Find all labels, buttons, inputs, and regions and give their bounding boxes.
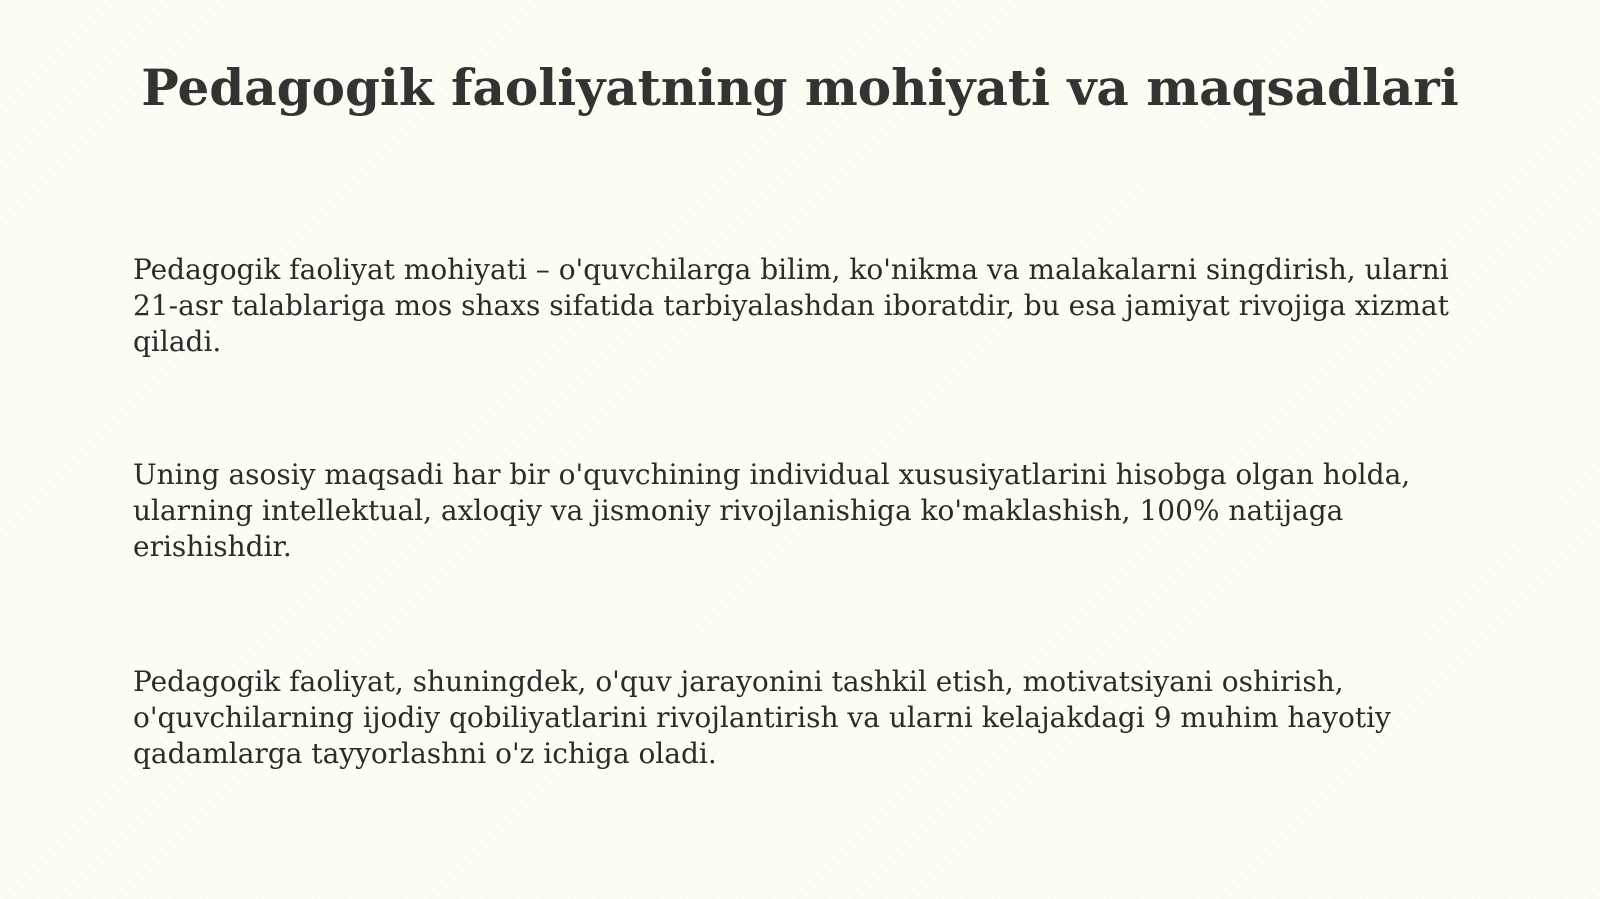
paragraph-essence: Pedagogik faoliyat mohiyati – o'quvchilarga bilim, ko'nikma va malakalarni singdirish, ularni 21-asr talablariga mos shaxs sifatida tarbiyalashdan iboratdir, bu esa jamiyat rivojiga xizmat qiladi. <box>133 253 1449 358</box>
slide-title: Pedagogik faoliyatning mohiyati va maqsadlari <box>141 58 1459 117</box>
paragraph-organization: Pedagogik faoliyat, shuningdek, o'quv jarayonini tashkil etish, motivatsiyani oshirish, o'quvchilarning ijodiy qobiliyatlarini rivojlantirish va ularni kelajakdagi 9 muhim hayotiy qadamlarga tayyorlashni o'z ichiga oladi. <box>133 665 1391 770</box>
paragraph-goal: Uning asosiy maqsadi har bir o'quvchining individual xususiyatlarini hisobga olgan holda, ularning intellektual, axloqiy va jismoniy rivojlanishiga ko'maklashish, 100% natijaga erishishdir. <box>133 458 1411 563</box>
